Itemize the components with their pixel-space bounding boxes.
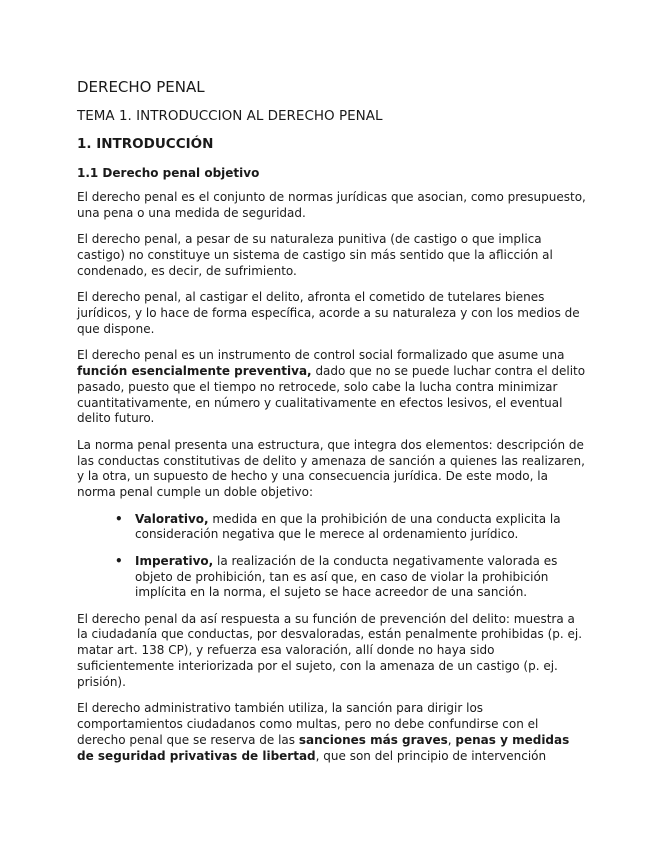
document-title: DERECHO PENAL [77, 78, 205, 96]
text-line: El derecho penal, al castigar el delito, afronta el cometido de tutelares bienes [77, 290, 545, 305]
text-line: que dispone. [77, 321, 155, 336]
text-line: cuantitativamente, en número y cualitativamente en efectos lesivos, el eventual [77, 395, 563, 410]
bullet-icon: • [115, 511, 123, 526]
section-heading: 1. INTRODUCCIÓN [77, 136, 214, 152]
text-line: implícita en la norma, el sujeto se hace acreedor de una sanción. [135, 585, 528, 600]
text-line: matar art. 138 CP), y refuerza esa valoración, allí donde no haya sido [77, 643, 495, 658]
text-line: norma penal cumple un doble objetivo: [77, 485, 314, 500]
text-line: El derecho penal da así respuesta a su función de prevención del delito: muestra a [77, 611, 575, 626]
bold-phrase: función esencialmente preventiva, [77, 363, 312, 378]
text-fragment: la realización de la conducta negativamente valorada es [213, 553, 558, 568]
paragraph-5 [77, 437, 585, 501]
text-line: El derecho penal es el conjunto de normas jurídicas que asocian, como presupuesto, [77, 190, 586, 204]
text-line: castigo) no constituye un sistema de castigo sin más sentido que la aflicción al [77, 247, 553, 262]
bold-phrase: Valorativo, [135, 511, 209, 526]
text-line [77, 733, 582, 749]
paragraph-4 [77, 348, 586, 427]
bullet-list [77, 512, 582, 602]
paragraph-2 [77, 232, 582, 279]
text-line [135, 512, 582, 528]
text-fragment: , que son del principio de intervención [315, 748, 547, 763]
text-line: las conductas constitutivas de delito y amenaza de sanción a quienes las realizaren, [77, 453, 585, 468]
bullet-item-imperativo [77, 554, 582, 601]
text-line: la ciudadanía que conductas, por desvaloradas, están penalmente prohibidas (p. ej. [77, 627, 583, 642]
text-fragment: medida en que la prohibición de una conducta explicita la [208, 511, 561, 526]
bullet-icon: • [115, 553, 123, 568]
text-line: jurídicos, y lo hace de forma específica, acorde a su naturaleza y con los medios de [77, 305, 580, 320]
bullet-item-valorativo [77, 512, 582, 544]
text-line: suficientemente interiorizada por el sujeto, con la amenaza de un castigo (p. ej. [77, 659, 558, 674]
text-line: una pena o una medida de seguridad. [77, 205, 306, 220]
text-line: El derecho administrativo también utiliza, la sanción para dirigir los [77, 701, 484, 716]
text-line [77, 363, 586, 380]
text-line: comportamientos ciudadanos como multas, pero no debe confundirse con el [77, 717, 539, 732]
text-line: objeto de prohibición, tan es así que, en caso de violar la prohibición [135, 569, 549, 584]
text-line: El derecho penal, a pesar de su naturaleza punitiva (de castigo o que implica [77, 232, 542, 247]
text-line: prisión). [77, 674, 126, 689]
text-line: El derecho penal es un instrumento de control social formalizado que asume una [77, 348, 565, 363]
subsection-heading: 1.1 Derecho penal objetivo [77, 166, 260, 180]
text-line [77, 749, 582, 765]
paragraph-6 [77, 612, 582, 691]
text-fragment: derecho penal que se reserva de las [77, 732, 299, 747]
text-line: pasado, puesto que el tiempo no retrocede, solo cabe la lucha contra minimizar [77, 379, 558, 394]
document-body [77, 190, 586, 775]
text-line: delito futuro. [77, 411, 155, 426]
text-line: condenado, es decir, de sufrimiento. [77, 263, 297, 278]
text-fragment: , [447, 732, 456, 747]
bold-phrase: Imperativo, [135, 553, 214, 568]
text-line: consideración negativa que le merece al ordenamiento jurídico. [135, 527, 519, 542]
bold-phrase: de seguridad privativas de libertad [77, 748, 316, 763]
text-line [135, 554, 582, 570]
text-line: y la otra, un supuesto de hecho y una consecuencia jurídica. De este modo, la [77, 469, 548, 484]
tema-heading: TEMA 1. INTRODUCCION AL DERECHO PENAL [77, 108, 383, 124]
paragraph-3 [77, 290, 582, 337]
paragraph-1 [77, 190, 586, 222]
bold-phrase: penas y medidas [455, 732, 570, 747]
bold-phrase: sanciones más graves [298, 732, 448, 747]
text-fragment: dado que no se puede luchar contra el delito [311, 363, 586, 378]
paragraph-7 [77, 701, 582, 764]
text-line: La norma penal presenta una estructura, que integra dos elementos: descripción de [77, 437, 584, 452]
